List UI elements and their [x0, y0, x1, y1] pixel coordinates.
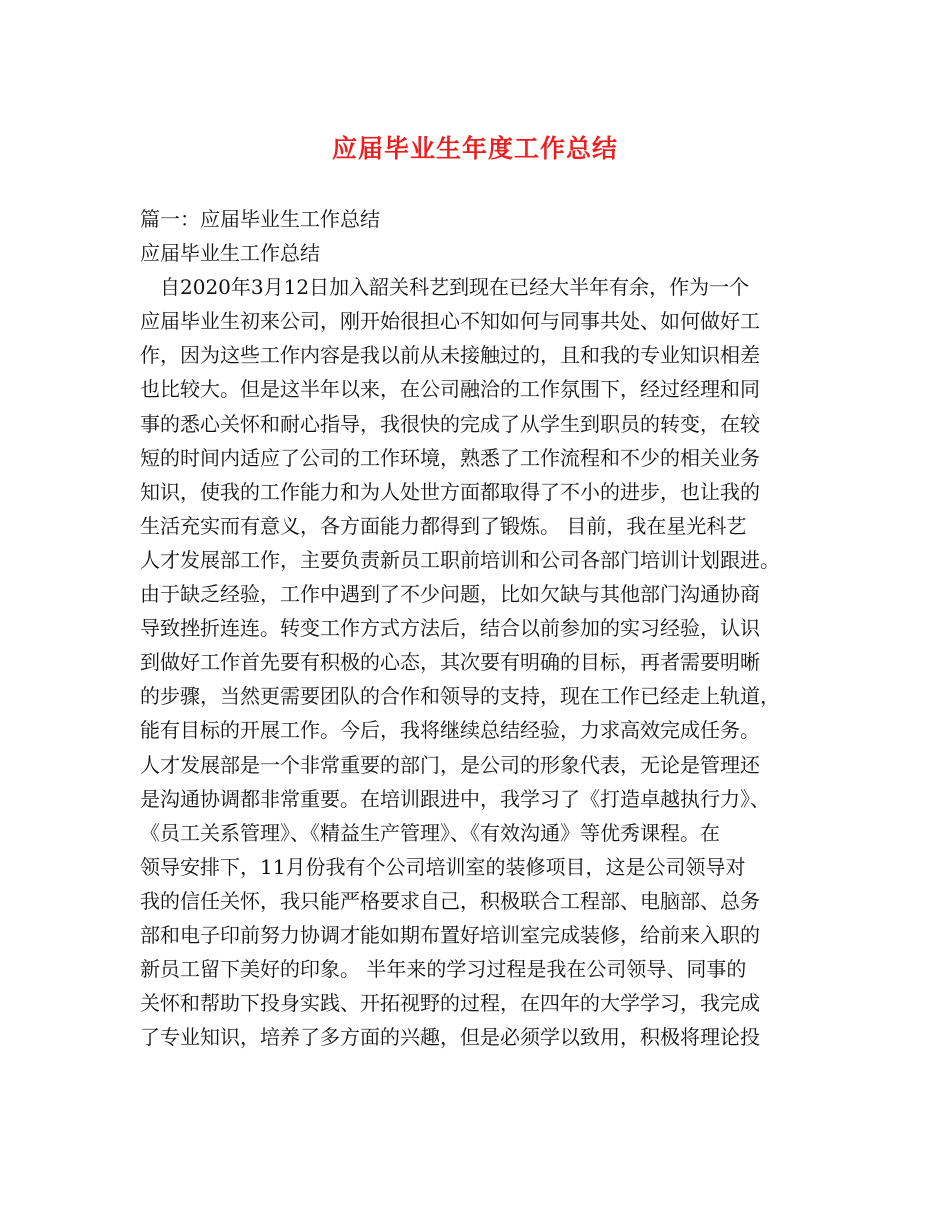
text-line: 了专业知识，培养了多方面的兴趣，但是必须学以致用，积极将理论投: [140, 1025, 760, 1050]
text-line: 新员工留下美好的印象。 半年来的学习过程是我在公司领导、同事的: [140, 957, 747, 982]
text-line: 应届毕业生初来公司，刚开始很担心不知如何与同事共处、如何做好工: [140, 309, 760, 334]
text-line: 由于缺乏经验，工作中遇到了不少问题，比如欠缺与其他部门沟通协商: [140, 582, 760, 607]
document-title: 应届毕业生年度工作总结: [331, 134, 618, 163]
text-line: 事的悉心关怀和耐心指导，我很快的完成了从学生到职员的转变，在较: [140, 411, 760, 436]
section-subheading: 应届毕业生工作总结: [140, 241, 320, 266]
text-line: 自2020年3月12日加入韶关科艺到现在已经大半年有余，作为一个: [140, 275, 750, 300]
text-line: 到做好工作首先要有积极的心态，其次要有明确的目标，再者需要明晰: [140, 650, 760, 675]
text-line: 部和电子印前努力协调才能如期布置好培训室完成装修，给前来入职的: [140, 922, 760, 947]
text-line: 的步骤，当然更需要团队的合作和领导的支持，现在工作已经走上轨道，: [140, 684, 780, 709]
text-line: 知识，使我的工作能力和为人处世方面都取得了不小的进步，也让我的: [140, 479, 760, 504]
text-line: 我的信任关怀，我只能严格要求自己，积极联合工程部、电脑部、总务: [140, 888, 760, 913]
text-line: 能有目标的开展工作。今后，我将继续总结经验，力求高效完成任务。: [140, 718, 760, 743]
text-line: 人才发展部是一个非常重要的部门，是公司的形象代表，无论是管理还: [140, 752, 760, 777]
text-line: 短的时间内适应了公司的工作环境，熟悉了工作流程和不少的相关业务: [140, 445, 760, 470]
section-heading: 篇一：应届毕业生工作总结: [140, 207, 380, 231]
text-line: 也比较大。但是这半年以来，在公司融洽的工作氛围下，经过经理和同: [140, 377, 760, 402]
text-line: 导致挫折连连。转变工作方式方法后，结合以前参加的实习经验，认识: [140, 616, 760, 641]
text-line: 生活充实而有意义，各方面能力都得到了锻炼。 目前，我在星光科艺: [140, 513, 747, 538]
text-line: 《员工关系管理》、《精益生产管理》、《有效沟通》等优秀课程。在: [140, 820, 720, 845]
text-line: 领导安排下，11月份我有个公司培训室的装修项目，这是公司领导对: [140, 854, 746, 879]
document-body: [140, 202, 820, 1054]
text-line: 作，因为这些工作内容是我以前从未接触过的，且和我的专业知识相差: [140, 343, 760, 368]
text-line: 关怀和帮助下投身实践、开拓视野的过程，在四年的大学学习，我完成: [140, 991, 760, 1016]
text-line: 人才发展部工作，主要负责新员工职前培训和公司各部门培训计划跟进。: [140, 547, 780, 572]
text-line: 是沟通协调都非常重要。在培训跟进中，我学习了《打造卓越执行力》、: [140, 786, 770, 811]
